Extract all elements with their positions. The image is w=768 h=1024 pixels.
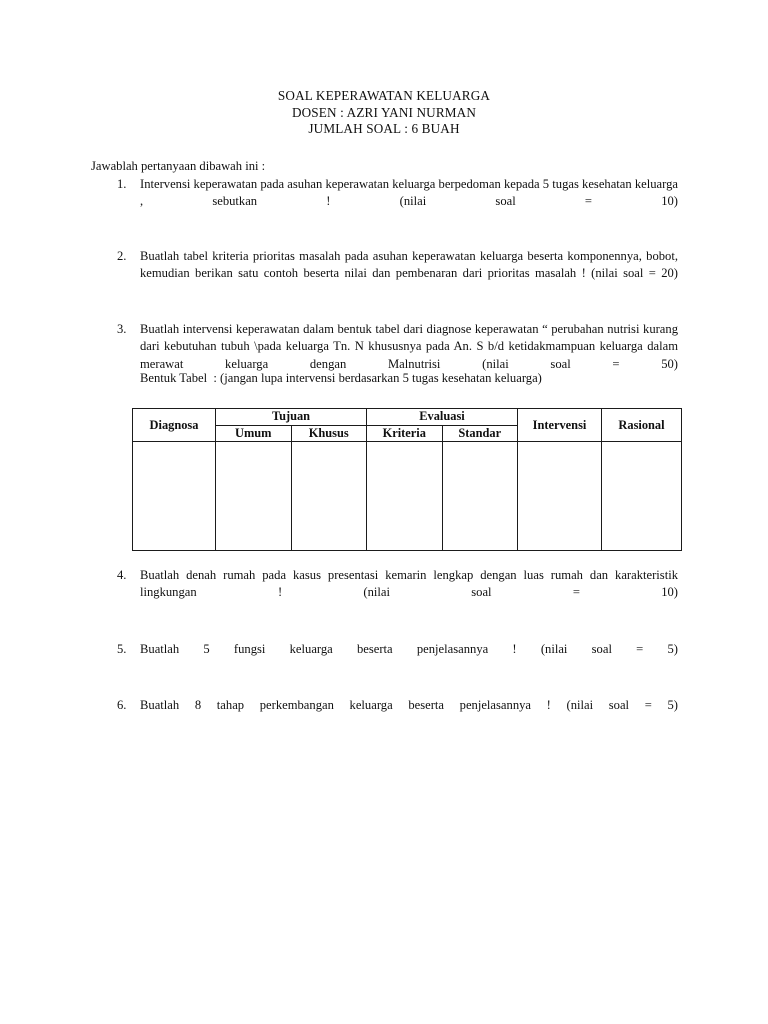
question-item-5	[117, 641, 678, 675]
question-text-1: Intervensi keperawatan pada asuhan keperawatan keluarga berpedoman kepada 5 tugas kesehatan keluarga , sebutkan ! (nilai soal = 10)	[140, 177, 678, 209]
table-cell-standar[interactable]	[442, 442, 518, 551]
question-text-6: Buatlah 8 tahap perkembangan keluarga beserta penjelasannya ! (nilai soal = 5)	[140, 698, 678, 713]
table-header-evaluasi: Evaluasi	[367, 409, 518, 426]
table-body	[133, 442, 682, 551]
question-number-6: 6.	[117, 698, 127, 713]
spacer	[117, 228, 678, 248]
question-text-4: Buatlah denah rumah pada kasus presentasi kemarin lengkap dengan luas rumah dan karakteristik lingkungan ! (nilai soal = 10)	[140, 568, 678, 600]
table-head	[133, 409, 682, 442]
question-item-1	[117, 176, 678, 228]
table-cell-khusus[interactable]	[291, 442, 367, 551]
question-number-5: 5.	[117, 641, 127, 656]
table-caption: Bentuk Tabel : (jangan lupa intervensi berdasarkan 5 tugas kesehatan keluarga)	[140, 371, 542, 385]
document-question-count: JUMLAH SOAL : 6 BUAH	[308, 121, 460, 136]
question-number-1: 1.	[117, 177, 127, 191]
question-list-top	[117, 176, 678, 390]
question-list-bottom	[117, 567, 678, 731]
question-number-4: 4.	[117, 568, 127, 582]
table-header-khusus: Khusus	[291, 425, 367, 442]
spacer	[117, 675, 678, 697]
intervention-table-wrapper	[132, 408, 682, 551]
document-lecturer: DOSEN : AZRI YANI NURMAN	[291, 104, 477, 120]
instruction-line: Jawablah pertanyaan dibawah ini :	[91, 159, 266, 173]
table-header-rasional: Rasional	[602, 409, 682, 442]
table-header-tujuan: Tujuan	[216, 409, 367, 426]
table-header-intervensi: Intervensi	[518, 409, 602, 442]
document-title: SOAL KEPERAWATAN KELUARGA	[277, 88, 491, 103]
table-cell-umum[interactable]	[216, 442, 292, 551]
question-text-5: Buatlah 5 fungsi keluarga beserta penjelasannya ! (nilai soal = 5)	[140, 641, 678, 656]
table-header-row-1	[133, 409, 682, 426]
table-cell-diagnosa[interactable]	[133, 442, 216, 551]
document-header	[0, 88, 768, 138]
question-number-3: 3.	[117, 322, 127, 337]
question-item-6	[117, 697, 678, 731]
question-text-2: Buatlah tabel kriteria prioritas masalah pada asuhan keperawatan keluarga beserta komponennya, bobot, kemudian berikan satu contoh beserta nilai dan pembenaran dari prioritas masalah ! (nilai soal = 20)	[140, 248, 678, 280]
intervention-table	[132, 408, 682, 551]
table-header-umum: Umum	[216, 425, 292, 442]
table-header-diagnosa: Diagnosa	[133, 409, 216, 442]
question-number-2: 2.	[117, 248, 127, 263]
spacer	[117, 299, 678, 321]
table-cell-rasional[interactable]	[602, 442, 682, 551]
question-item-4	[117, 567, 678, 619]
table-cell-kriteria[interactable]	[367, 442, 443, 551]
question-item-2	[117, 248, 678, 300]
spacer	[117, 619, 678, 641]
question-text-3: Buatlah intervensi keperawatan dalam bentuk tabel dari diagnose keperawatan “ perubahan nutrisi kurang dari kebutuhan tubuh \pada keluarga Tn. N khususnya pada An. S b/d ketidakmampuan keluarga dalam merawat keluarga dengan Malnutrisi (nilai soal = 50)	[140, 322, 678, 371]
table-cell-intervensi[interactable]	[518, 442, 602, 551]
table-row	[133, 442, 682, 551]
table-header-standar: Standar	[442, 425, 518, 442]
table-header-kriteria: Kriteria	[367, 425, 443, 442]
